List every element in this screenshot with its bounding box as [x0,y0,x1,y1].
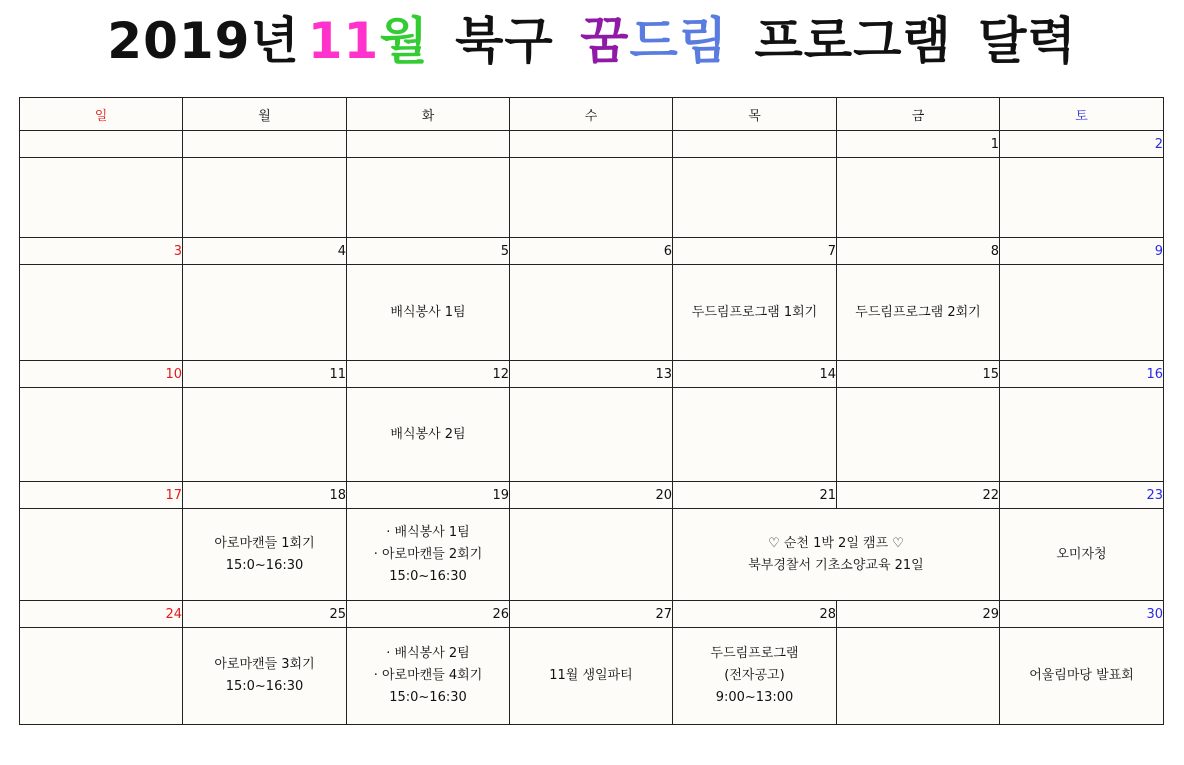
date-cell: 14 [673,361,837,388]
event-cell [510,628,673,725]
event-cell [183,509,347,601]
weekday-wed: 수 [510,98,673,131]
event-cell [1000,265,1164,361]
event-time: 15:0~16:30 [225,557,304,573]
date-cell: 8 [837,238,1000,265]
event-text: 아로마캔들 3회기 [214,657,315,672]
weekday-tue: 화 [347,98,510,131]
event-time: 15:0~16:30 [389,568,467,584]
event-cell [183,158,347,238]
event-cell-merged [673,509,1000,601]
event-text: 북부경찰서 기초소양교육 21일 [748,557,924,573]
date-cell: 1 [837,131,1000,158]
date-cell: 24 [20,601,183,628]
date-cell: 2 [1000,131,1164,158]
event-text: · 배식봉사 2팀 [386,646,470,661]
event-cell [347,158,510,238]
event-cell [510,265,673,361]
date-cell: 29 [837,601,1000,628]
event-cell [183,265,347,361]
date-cell [183,131,347,158]
date-row [20,238,1164,265]
event-text: · 배식봉사 1팀 [386,524,470,540]
event-cell [347,628,510,725]
title-program-name: 꿈드림 [580,12,729,70]
weekday-fri: 금 [837,98,1000,131]
event-cell [510,509,673,601]
date-cell: 17 [20,482,183,509]
event-row [20,509,1164,601]
weekday-sun: 일 [20,98,183,131]
date-cell: 3 [20,238,183,265]
title-program: 프로그램 [754,12,952,70]
title-month: 11월 [307,12,429,70]
date-row [20,482,1164,509]
event-text: 배식봉사 2팀 [390,426,466,442]
date-cell: 11 [183,361,347,388]
event-time: 15:0~16:30 [225,679,304,694]
event-row [20,158,1164,238]
date-cell: 19 [347,482,510,509]
page-title [0,2,1184,80]
event-cell [673,158,837,238]
date-cell [673,131,837,158]
date-cell: 7 [673,238,837,265]
title-district: 북구 [455,12,554,70]
date-cell: 23 [1000,482,1164,509]
date-cell: 10 [20,361,183,388]
title-calendar: 달력 [978,12,1077,70]
calendar-table [19,97,1164,725]
event-cell [20,388,183,482]
event-cell [837,265,1000,361]
event-text: 배식봉사 1팀 [390,304,466,320]
date-cell: 4 [183,238,347,265]
event-cell [673,388,837,482]
date-cell: 22 [837,482,1000,509]
date-cell [510,131,673,158]
event-cell [1000,388,1164,482]
event-cell [1000,158,1164,238]
event-cell [347,509,510,601]
event-cell [20,628,183,725]
event-cell [183,628,347,725]
date-cell: 5 [347,238,510,265]
event-time: 15:0~16:30 [389,690,467,705]
date-cell: 13 [510,361,673,388]
event-row [20,265,1164,361]
date-cell: 20 [510,482,673,509]
event-text: 두드림프로그램 2회기 [855,304,981,320]
date-row [20,361,1164,388]
event-row [20,388,1164,482]
date-cell: 16 [1000,361,1164,388]
event-cell [510,158,673,238]
event-text: 어울림마당 발표회 [1029,668,1134,683]
event-text: 오미자청 [1056,546,1107,562]
date-cell: 18 [183,482,347,509]
weekday-header-row [20,98,1164,131]
event-cell [20,509,183,601]
event-text: 두드림프로그램 [710,646,799,661]
date-cell: 21 [673,482,837,509]
date-cell [347,131,510,158]
date-row [20,601,1164,628]
event-text: 두드림프로그램 1회기 [691,304,818,320]
weekday-thu: 목 [673,98,837,131]
event-text: · 아로마캔들 2회기 [373,546,483,562]
event-text: ♡ 순천 1박 2일 캠프 ♡ [768,535,904,551]
weekday-mon: 월 [183,98,347,131]
event-text: (전자공고) [724,668,785,683]
event-text: · 아로마캔들 4회기 [373,668,483,683]
event-cell [837,628,1000,725]
event-text: 11월 생일파티 [549,668,633,683]
event-row [20,628,1164,725]
date-row [20,131,1164,158]
date-cell: 6 [510,238,673,265]
date-cell: 28 [673,601,837,628]
event-cell [837,388,1000,482]
event-cell [20,158,183,238]
event-cell [673,265,837,361]
event-cell [837,158,1000,238]
event-text: 아로마캔들 1회기 [214,535,315,551]
event-cell [183,388,347,482]
date-cell [20,131,183,158]
date-cell: 15 [837,361,1000,388]
event-cell [1000,509,1164,601]
date-cell: 12 [347,361,510,388]
event-time: 9:00~13:00 [715,690,794,705]
date-cell: 25 [183,601,347,628]
date-cell: 9 [1000,238,1164,265]
date-cell: 27 [510,601,673,628]
date-cell: 26 [347,601,510,628]
title-year: 2019년 [107,12,300,70]
event-cell [347,265,510,361]
event-cell [1000,628,1164,725]
event-cell [673,628,837,725]
date-cell: 30 [1000,601,1164,628]
event-cell [347,388,510,482]
event-cell [510,388,673,482]
event-cell [20,265,183,361]
weekday-sat: 토 [1000,98,1164,131]
